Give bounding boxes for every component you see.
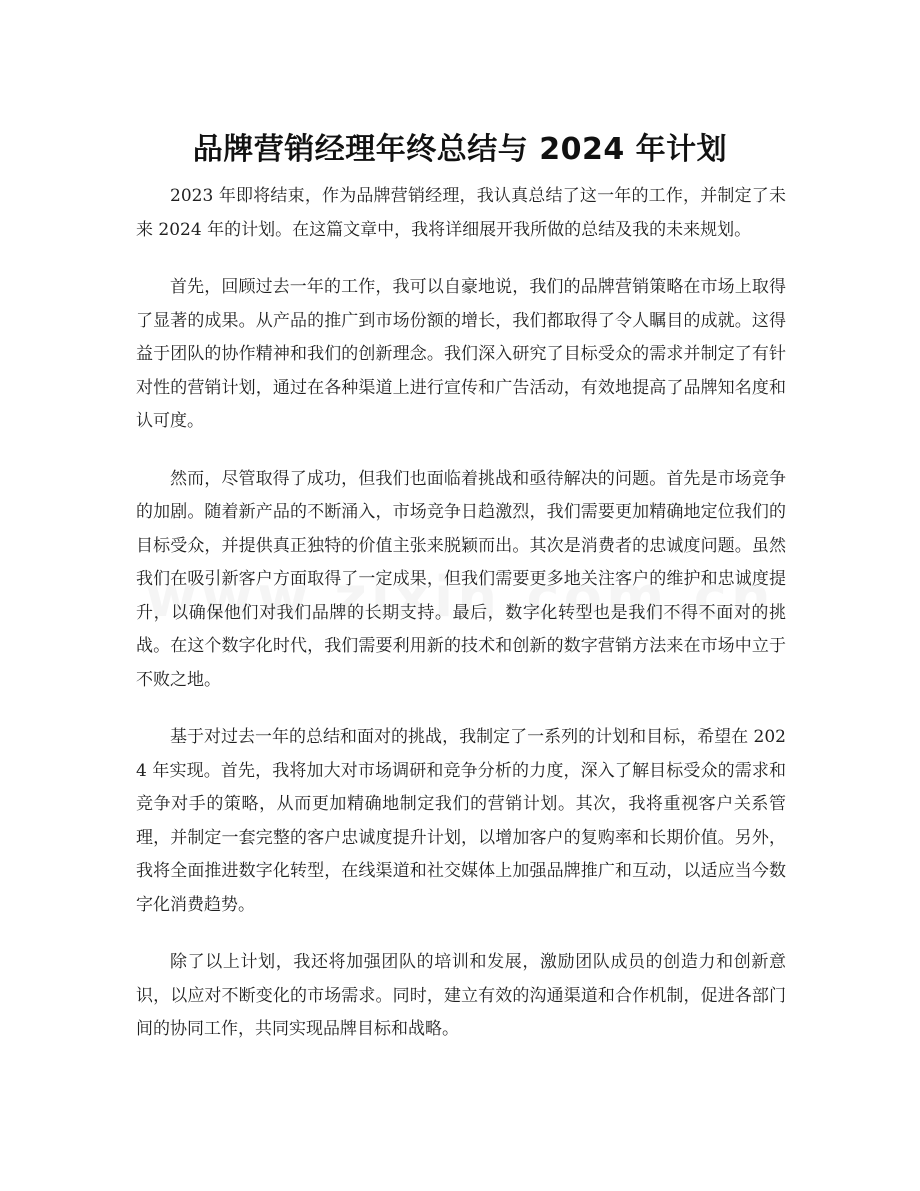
paragraph-team: 除了以上计划，我还将加强团队的培训和发展，激励团队成员的创造力和创新意识，以应对不断变化的市场需求。同时，建立有效的沟通渠道和合作机制，促进各部门间的协同工作，共同实现品牌目标和战略。 (136, 952, 786, 1039)
paragraph-intro: 2023 年即将结束，作为品牌营销经理，我认真总结了这一年的工作，并制定了未来 2024 年的计划。在这篇文章中，我将详细展开我所做的总结及我的未来规划。 (136, 186, 786, 240)
document-title: 品牌营销经理年终总结与 2024 年计划 (192, 132, 728, 168)
paragraph-plans: 基于对过去一年的总结和面对的挑战，我制定了一系列的计划和目标，希望在 2024 年实现。首先，我将加大对市场调研和竞争分析的力度，深入了解目标受众的需求和竞争对手的策略，从而更加精确地制定我们的营销计划。其次，我将重视客户关系管理，并制定一套完整的客户忠诚度提升计划，以增加客户的复购率和长期价值。另外，我将全面推进数字化转型，在线渠道和社交媒体上加强品牌推广和互动，以适应当今数字化消费趋势。 (136, 727, 786, 915)
paragraph-challenges: 然而，尽管取得了成功，但我们也面临着挑战和亟待解决的问题。首先是市场竞争的加剧。随着新产品的不断涌入，市场竞争日趋激烈，我们需要更加精确地定位我们的目标受众，并提供真正独特的价值主张来脱颖而出。其次是消费者的忠诚度问题。虽然我们在吸引新客户方面取得了一定成果，但我们需要更多地关注客户的维护和忠诚度提升，以确保他们对我们品牌的长期支持。最后，数字化转型也是我们不得不面对的挑战。在这个数字化时代，我们需要利用新的技术和创新的数字营销方法来在市场中立于不败之地。 (136, 468, 786, 690)
paragraph-review: 首先，回顾过去一年的工作，我可以自豪地说，我们的品牌营销策略在市场上取得了显著的成果。从产品的推广到市场份额的增长，我们都取得了令人瞩目的成就。这得益于团队的协作精神和我们的创新理念。我们深入研究了目标受众的需求并制定了有针对性的营销计划，通过在各种渠道上进行宣传和广告活动，有效地提高了品牌知名度和认可度。 (136, 277, 786, 431)
document-body (136, 180, 786, 1071)
